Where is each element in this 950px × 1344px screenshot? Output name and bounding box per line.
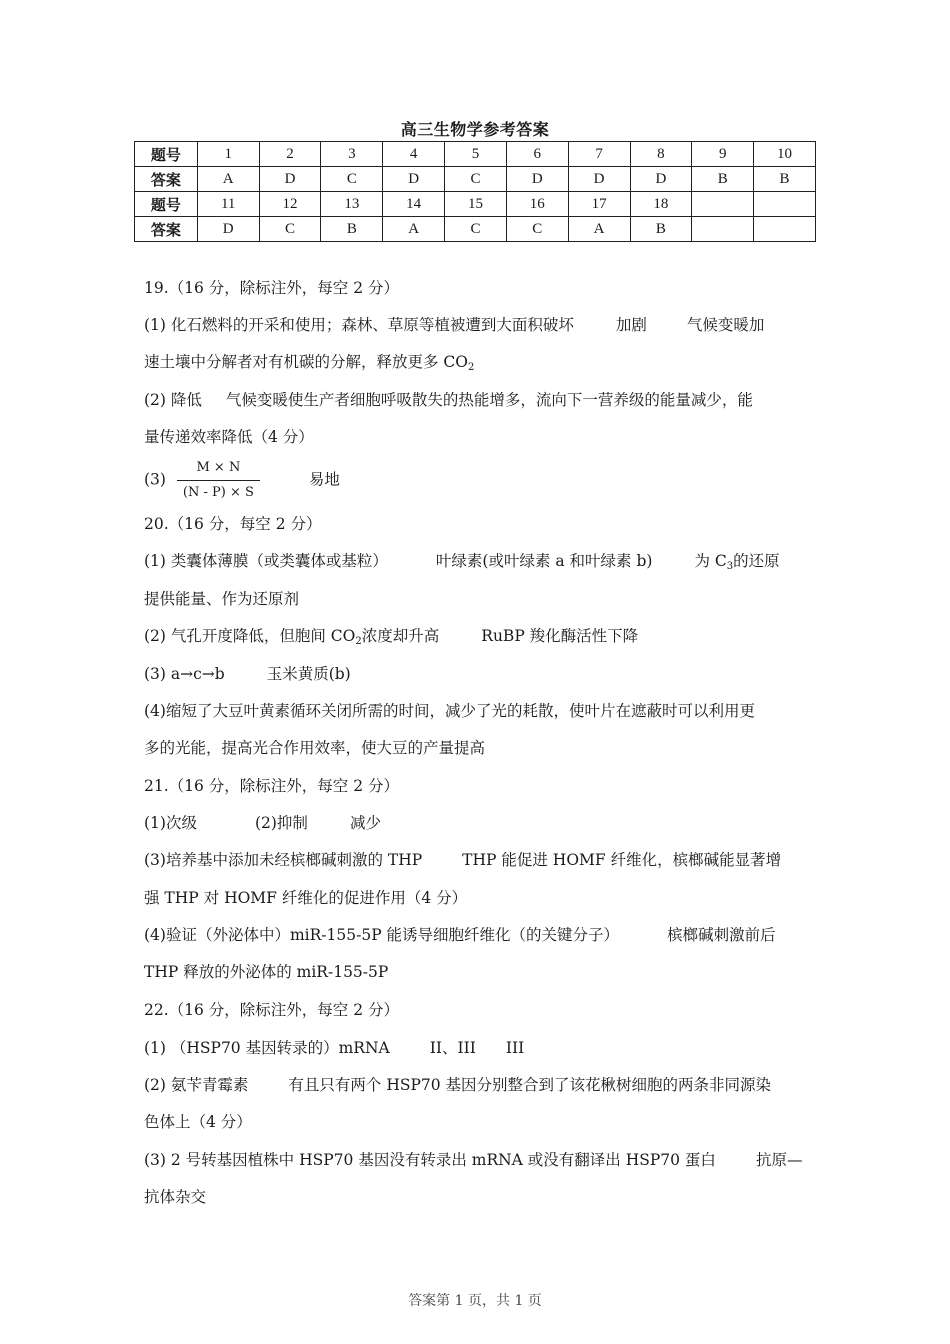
q22-line: [144, 1075, 771, 1095]
table-cell: B: [321, 217, 383, 242]
table-row: [135, 142, 816, 167]
table-cell: D: [568, 167, 630, 192]
answer-text: THP 能促进 HOMF 纤维化，槟榔碱能显著增: [462, 851, 782, 869]
q19-line: 量传递效率降低（4 分）: [144, 428, 314, 446]
table-cell: D: [506, 167, 568, 192]
answer-text: (3)培养基中添加未经槟榔碱刺激的 THP: [144, 851, 423, 869]
answer-text: (3): [144, 470, 166, 489]
table-row: [135, 192, 816, 217]
q21-line: [144, 813, 381, 833]
table-cell: D: [197, 217, 259, 242]
page-footer: 答案第 1 页，共 1 页: [408, 1293, 542, 1309]
table-cell: C: [321, 167, 383, 192]
q22-heading: 22.（16 分，除标注外，每空 2 分）: [144, 1001, 400, 1019]
table-cell: 11: [197, 192, 259, 217]
answer-text: 抗原—: [755, 1151, 803, 1169]
table-header-cell: 题号: [135, 192, 198, 217]
answer-text: 速土壤中分解者对有机碳的分解，释放更多 CO: [144, 353, 468, 371]
q19-line: [144, 390, 753, 410]
table-cell: 3: [321, 142, 383, 167]
answer-text: 加剧: [615, 316, 647, 334]
answer-text: 气候变暖加: [686, 316, 765, 334]
q19-line: [144, 458, 340, 503]
q20-line: [144, 551, 780, 571]
table-cell: B: [754, 167, 816, 192]
q19-line: [144, 315, 764, 335]
answer-text: (1) 化石燃料的开采和使用；森林、草原等植被遭到大面积破坏: [144, 316, 574, 334]
table-cell: A: [197, 167, 259, 192]
table-cell: 15: [445, 192, 507, 217]
table-cell: 14: [383, 192, 445, 217]
table-cell: B: [692, 167, 754, 192]
table-header-cell: 题号: [135, 142, 198, 167]
table-cell: B: [630, 217, 692, 242]
table-cell: [692, 192, 754, 217]
fraction-numerator: M × N: [177, 458, 260, 481]
q19-heading: 19.（16 分，除标注外，每空 2 分）: [144, 279, 400, 297]
q20-line: 多的光能，提高光合作用效率，使大豆的产量提高: [144, 739, 486, 757]
q20-line: [144, 664, 351, 684]
table-cell: 7: [568, 142, 630, 167]
answer-text: 玉米黄质(b): [266, 665, 351, 683]
answer-text: (1) （HSP70 基因转录的）mRNA: [144, 1039, 390, 1057]
table-cell: 2: [259, 142, 321, 167]
answer-text: (2) 降低: [144, 391, 202, 409]
q21-line: [144, 925, 776, 945]
table-row: [135, 217, 816, 242]
q22-line: 抗体杂交: [144, 1188, 207, 1206]
q20-line: (4)缩短了大豆叶黄素循环关闭所需的时间，减少了光的耗散，使叶片在遮蔽时可以利用更: [144, 702, 755, 720]
q20-line: [144, 626, 638, 646]
table-cell: 6: [506, 142, 568, 167]
table-cell: [754, 217, 816, 242]
table-cell: 18: [630, 192, 692, 217]
table-cell: C: [259, 217, 321, 242]
q20-line: 提供能量、作为还原剂: [144, 590, 300, 608]
table-cell: 16: [506, 192, 568, 217]
answer-text: (2)抑制: [254, 814, 308, 832]
table-cell: A: [568, 217, 630, 242]
page-title: 高三生物学参考答案: [400, 120, 550, 139]
answer-text: 浓度却升高: [361, 627, 440, 645]
answer-text: 的还原: [733, 552, 780, 570]
answer-text: RuBP 羧化酶活性下降: [481, 627, 639, 645]
table-cell: 5: [445, 142, 507, 167]
q21-line: 强 THP 对 HOMF 纤维化的促进作用（4 分）: [144, 889, 468, 907]
subscript: 2: [355, 636, 362, 647]
q19-line: [144, 352, 474, 372]
table-header-cell: 答案: [135, 167, 198, 192]
answer-text: (2) 气孔开度降低，但胞间 CO: [144, 627, 356, 645]
q22-line: [144, 1038, 524, 1058]
answer-text: (4)验证（外泌体中）miR-155-5P 能诱导细胞纤维化（的关键分子）: [144, 926, 620, 944]
answer-text: (3) a→c→b: [144, 665, 225, 683]
table-cell: 1: [197, 142, 259, 167]
q22-line: 色体上（4 分）: [144, 1113, 252, 1131]
q22-line: [144, 1150, 802, 1170]
table-cell: C: [506, 217, 568, 242]
fraction-denominator: (N - P) × S: [182, 485, 254, 500]
table-cell: 8: [630, 142, 692, 167]
table-cell: C: [445, 167, 507, 192]
answer-text: 槟榔碱刺激前后: [667, 926, 776, 944]
table-cell: A: [383, 217, 445, 242]
q21-line: [144, 850, 781, 870]
q21-heading: 21.（16 分，除标注外，每空 2 分）: [144, 777, 400, 795]
table-cell: [754, 192, 816, 217]
answer-text: 为 C: [694, 552, 727, 570]
answer-text: 减少: [349, 814, 381, 832]
q20-heading: 20.（16 分，每空 2 分）: [144, 515, 322, 533]
table-cell: D: [259, 167, 321, 192]
table-cell: D: [383, 167, 445, 192]
answer-text: 易地: [308, 470, 340, 489]
fraction-formula: [177, 458, 260, 503]
table-cell: 4: [383, 142, 445, 167]
table-cell: 17: [568, 192, 630, 217]
table-cell: 12: [259, 192, 321, 217]
table-header-cell: 答案: [135, 217, 198, 242]
answer-text: 叶绿素(或叶绿素 a 和叶绿素 b): [435, 552, 653, 570]
answer-text: III: [505, 1039, 525, 1057]
answer-text: (3) 2 号转基因植株中 HSP70 基因没有转录出 mRNA 或没有翻译出 HSP70 蛋白: [144, 1151, 716, 1169]
table-row: [135, 167, 816, 192]
table-cell: [692, 217, 754, 242]
answer-text: (1) 类囊体薄膜（或类囊体或基粒）: [144, 552, 388, 570]
table-cell: 10: [754, 142, 816, 167]
subscript: 2: [468, 362, 475, 373]
subscript: 3: [726, 561, 734, 572]
answer-table: [134, 141, 816, 242]
answer-text: (1)次级: [144, 814, 197, 832]
answer-text: (2) 氨苄青霉素: [144, 1076, 249, 1094]
table-cell: 9: [692, 142, 754, 167]
table-cell: C: [445, 217, 507, 242]
q21-line: THP 释放的外泌体的 miR-155-5P: [144, 963, 389, 981]
answer-text: II、III: [429, 1039, 476, 1057]
answer-text: 有且只有两个 HSP70 基因分别整合到了该花楸树细胞的两条非同源染: [288, 1076, 772, 1094]
answer-text: 气候变暖使生产者细胞呼吸散失的热能增多，流向下一营养级的能量减少，能: [225, 391, 753, 409]
table-cell: 13: [321, 192, 383, 217]
table-cell: D: [630, 167, 692, 192]
